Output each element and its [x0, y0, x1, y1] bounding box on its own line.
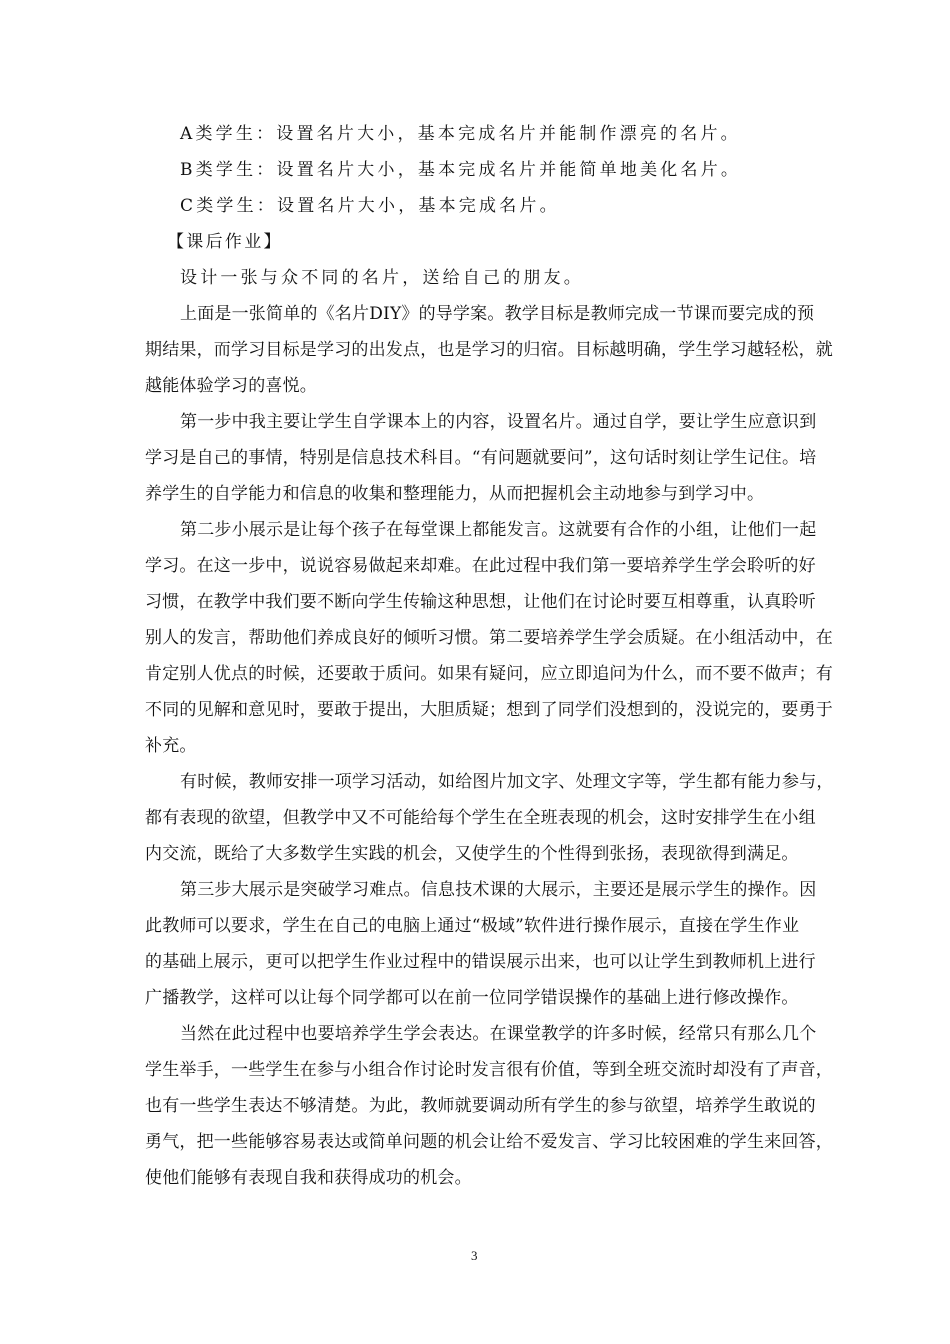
- page-number: 3: [471, 1248, 478, 1263]
- homework-instruction: 设计一张与众不同的名片，送给自己的朋友。: [180, 268, 584, 288]
- text-line-c-students: C类学生：设置名片大小，基本完成名片。: [180, 196, 560, 216]
- paragraph-2-line-2: 学习是自己的事情，特别是信息技术科目。“有问题就要问”，这句话时刻让学生记住。培: [145, 448, 817, 468]
- paragraph-5-line-4: 广播教学，这样可以让每个同学都可以在前一位同学错误操作的基础上进行修改操作。: [145, 988, 799, 1008]
- section-heading-homework: 【课后作业】: [167, 232, 283, 252]
- paragraph-3-line-7: 补充。: [145, 736, 197, 756]
- paragraph-1-line-2: 期结果，而学习目标是学习的出发点，也是学习的归宿。目标越明确，学生学习越轻松，就: [145, 340, 833, 360]
- paragraph-2-line-1: 第一步中我主要让学生自学课本上的内容，设置名片。通过自学，要让学生应意识到: [180, 412, 817, 432]
- paragraph-6-line-2: 学生举手，一些学生在参与小组合作讨论时发言很有价值，等到全班交流时却没有了声音，: [145, 1060, 833, 1080]
- paragraph-5-line-3: 的基础上展示，更可以把学生作业过程中的错误展示出来，也可以让学生到教师机上进行: [145, 952, 816, 972]
- text-line-b-students: B类学生：设置名片大小，基本完成名片并能简单地美化名片。: [180, 160, 742, 180]
- paragraph-6-line-5: 使他们能够有表现自我和获得成功的机会。: [145, 1168, 472, 1188]
- paragraph-1-line-3: 越能体验学习的喜悦。: [145, 376, 317, 396]
- paragraph-3-line-5: 肯定别人优点的时候，还要敢于质问。如果有疑问，应立即追问为什么，而不要不做声；有: [145, 664, 833, 684]
- paragraph-6-line-4: 勇气，把一些能够容易表达或简单问题的机会让给不爱发言、学习比较困难的学生来回答，: [145, 1132, 833, 1152]
- paragraph-3-line-4: 别人的发言，帮助他们养成良好的倾听习惯。第二要培养学生学会质疑。在小组活动中，在: [145, 628, 833, 648]
- paragraph-6-line-1: 当然在此过程中也要培养学生学会表达。在课堂教学的许多时候，经常只有那么几个: [180, 1024, 817, 1044]
- paragraph-4-line-1: 有时候，教师安排一项学习活动，如给图片加文字、处理文字等，学生都有能力参与，: [180, 772, 834, 792]
- paragraph-3-line-2: 学习。在这一步中，说说容易做起来却难。在此过程中我们第一要培养学生学会聆听的好: [145, 556, 816, 576]
- paragraph-1-line-1: 上面是一张简单的《名片DIY》的导学案。教学目标是教师完成一节课而要完成的预: [180, 304, 815, 324]
- text-line-a-students: A类学生：设置名片大小，基本完成名片并能制作漂亮的名片。: [180, 124, 741, 144]
- paragraph-3-line-3: 习惯，在教学中我们要不断向学生传输这种思想，让他们在讨论时要互相尊重，认真聆听: [145, 592, 816, 612]
- paragraph-4-line-2: 都有表现的欲望，但教学中又不可能给每个学生在全班表现的机会，这时安排学生在小组: [145, 808, 816, 828]
- paragraph-3-line-1: 第二步小展示是让每个孩子在每堂课上都能发言。这就要有合作的小组，让他们一起: [180, 520, 817, 540]
- paragraph-2-line-3: 养学生的自学能力和信息的收集和整理能力，从而把握机会主动地参与到学习中。: [145, 484, 765, 504]
- paragraph-5-line-2: 此教师可以要求，学生在自己的电脑上通过“极域”软件进行操作展示，直接在学生作业: [145, 916, 800, 936]
- paragraph-5-line-1: 第三步大展示是突破学习难点。信息技术课的大展示，主要还是展示学生的操作。因: [180, 880, 817, 900]
- paragraph-3-line-6: 不同的见解和意见时，要敢于提出，大胆质疑；想到了同学们没想到的，没说完的，要勇于: [145, 700, 833, 720]
- paragraph-6-line-3: 也有一些学生表达不够清楚。为此，教师就要调动所有学生的参与欲望，培养学生敢说的: [145, 1096, 816, 1116]
- paragraph-4-line-3: 内交流，既给了大多数学生实践的机会，又使学生的个性得到张扬，表现欲得到满足。: [145, 844, 799, 864]
